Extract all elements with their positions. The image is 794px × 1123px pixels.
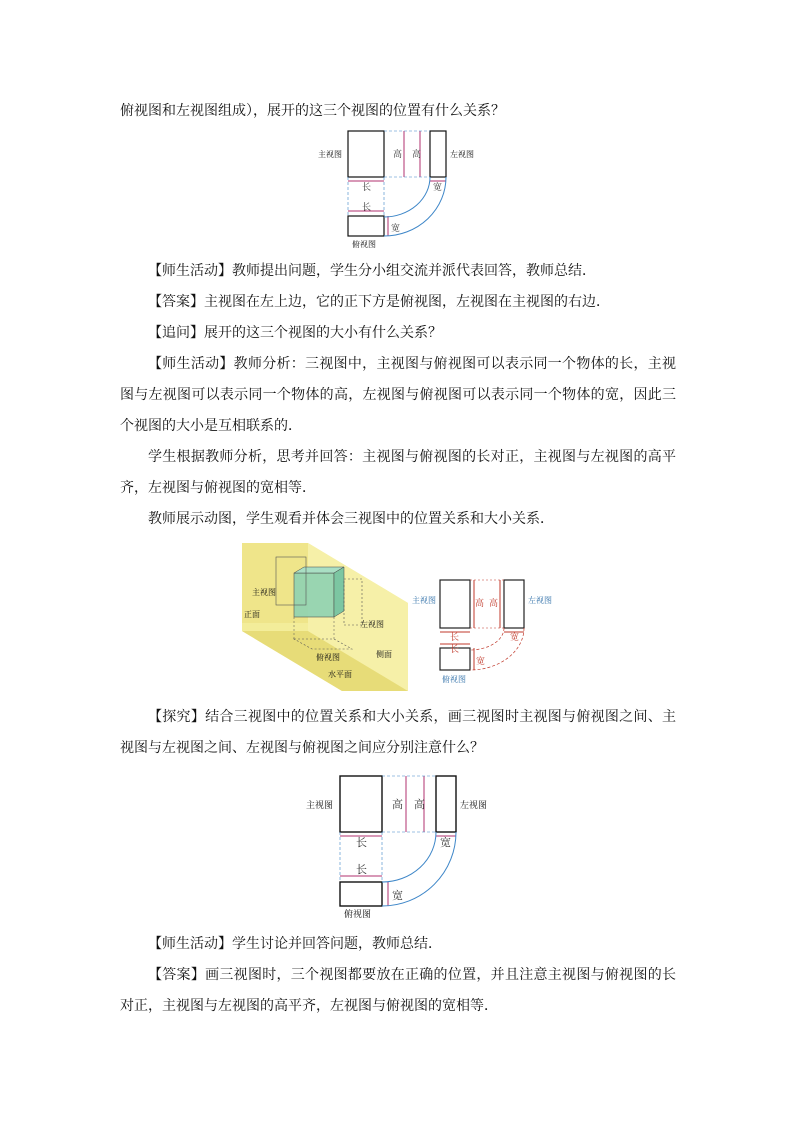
paragraph-6: 学生根据教师分析，思考并回答：主视图与俯视图的长对正，主视图与左视图的高平齐，左视图与俯视图的宽相等． <box>120 449 676 496</box>
figure-three-views-2 <box>304 772 494 920</box>
fig3-left-view-label: 左视图 <box>460 801 488 811</box>
fig3-width-b: 宽 <box>392 889 403 902</box>
colored-width-a: 宽 <box>510 633 520 643</box>
fig3-length-a: 长 <box>356 836 367 849</box>
fig3-height-b: 高 <box>414 798 425 811</box>
horizontal-face-label: 水平面 <box>328 670 352 679</box>
fig3-top-view-label: 俯视图 <box>344 910 372 920</box>
colored-height-a: 高 <box>475 599 485 609</box>
paragraph-3: 【答案】主视图在左上边，它的正下方是俯视图，左视图在主视图的右边． <box>148 294 610 310</box>
3d-left-view-label: 左视图 <box>360 620 384 629</box>
paragraph-5: 【师生活动】教师分析：三视图中，主视图与俯视图可以表示同一个物体的长，主视图与左视图可以表示同一个物体的高，左视图与俯视图可以表示同一个物体的宽，因此三个视图的大小是互相联系的． <box>120 356 676 434</box>
colored-height-b: 高 <box>489 599 499 609</box>
3d-front-view-label: 主视图 <box>252 588 276 597</box>
front-view-rect <box>348 131 384 177</box>
top-view-label: 俯视图 <box>352 240 376 249</box>
top-view-rect <box>348 216 384 236</box>
fig3-length-b: 长 <box>356 863 367 876</box>
fig3-width-a: 宽 <box>440 836 451 849</box>
left-view-label: 左视图 <box>450 150 474 159</box>
colored-left-view-label: 左视图 <box>528 596 552 605</box>
colored-front-view-label: 主视图 <box>412 596 436 605</box>
figure-3d-projection <box>242 543 408 691</box>
figure-three-views-1 <box>316 128 480 250</box>
front-face-label: 正面 <box>244 610 260 619</box>
colored-width-b: 宽 <box>476 657 486 667</box>
paragraph-8: 【探究】结合三视图中的位置关系和大小关系，画三视图时主视图与俯视图之间、主视图与左视图之间、左视图与俯视图之间应分别注意什么？ <box>120 709 676 756</box>
width-label-a: 宽 <box>433 183 443 193</box>
fig3-front-view-label: 主视图 <box>306 801 334 811</box>
side-face-label: 侧面 <box>376 650 392 659</box>
paragraph-9: 【师生活动】学生讨论并回答问题，教师总结． <box>148 936 442 952</box>
colored-length-b: 长 <box>450 645 460 655</box>
colored-top-view-label: 俯视图 <box>442 675 466 684</box>
colored-length-a: 长 <box>450 633 460 643</box>
height-label-a: 高 <box>393 150 403 160</box>
paragraph-4: 【追问】展开的这三个视图的大小有什么关系？ <box>148 325 442 341</box>
paragraph-2: 【师生活动】教师提出问题，学生分小组交流并派代表回答，教师总结． <box>148 263 596 279</box>
fig3-height-a: 高 <box>392 798 403 811</box>
left-view-rect <box>430 131 446 177</box>
height-label-b: 高 <box>412 150 422 160</box>
front-view-label: 主视图 <box>318 150 342 159</box>
paragraph-7: 教师展示动图，学生观看并体会三视图中的位置关系和大小关系． <box>148 511 554 527</box>
width-label-b: 宽 <box>391 224 401 234</box>
length-label-a: 长 <box>362 183 372 193</box>
figure-three-views-colored <box>412 576 558 688</box>
paragraph-1: 俯视图和左视图组成），展开的这三个视图的位置有什么关系？ <box>120 103 505 119</box>
3d-top-view-label: 俯视图 <box>316 653 340 662</box>
length-label-b: 长 <box>362 203 372 213</box>
paragraph-10: 【答案】画三视图时，三个视图都要放在正确的位置，并且注意主视图与俯视图的长对正，主视图与左视图的高平齐，左视图与俯视图的宽相等． <box>120 967 676 1014</box>
